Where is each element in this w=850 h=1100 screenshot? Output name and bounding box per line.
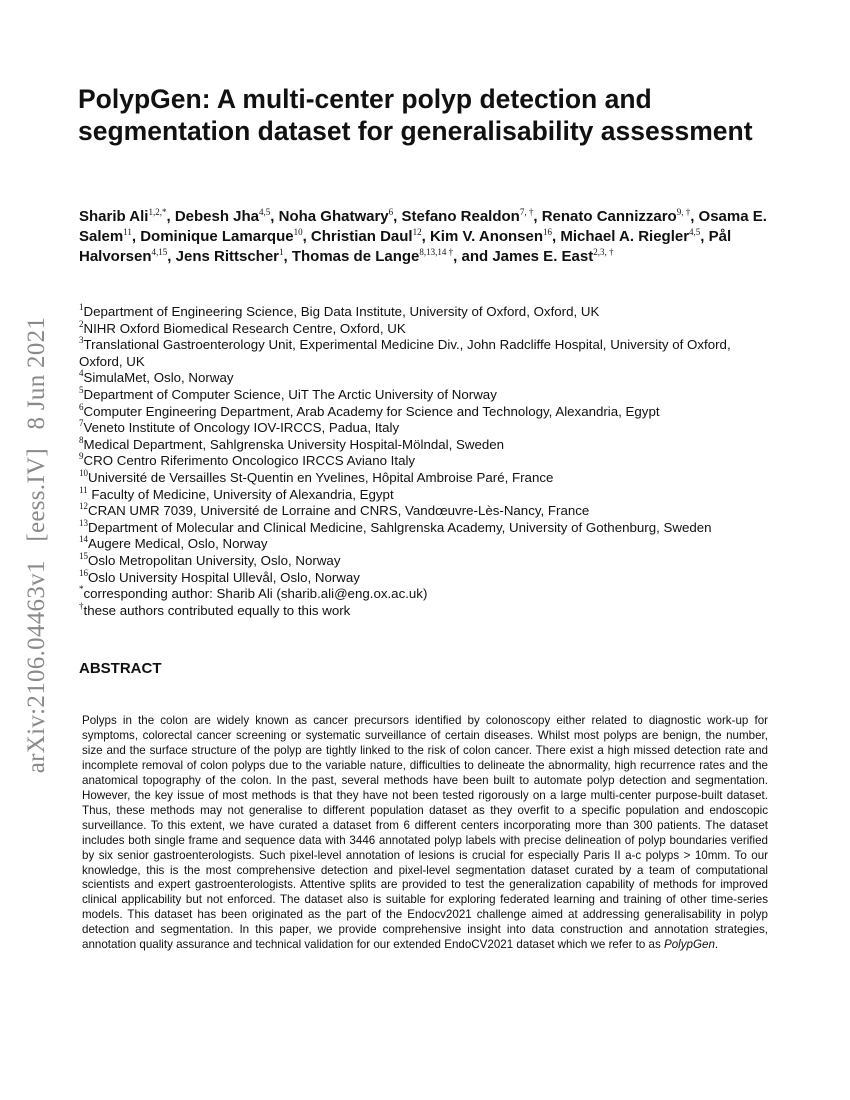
affiliation-text: Veneto Institute of Oncology IOV-IRCCS, Padua, Italy bbox=[83, 420, 400, 436]
author-affiliation-marks: 9, † bbox=[676, 207, 691, 217]
arxiv-category: [eess.IV] bbox=[23, 448, 50, 542]
abstract-body bbox=[82, 714, 768, 953]
author-name: Jens Rittscher bbox=[175, 248, 280, 265]
abstract-heading: ABSTRACT bbox=[79, 660, 162, 677]
affiliation-mark: 4 bbox=[79, 368, 84, 379]
author-separator: , bbox=[166, 208, 175, 225]
author-name: Sharib Ali bbox=[79, 208, 149, 225]
author-separator: , bbox=[167, 248, 176, 265]
affiliation-mark: 13 bbox=[79, 517, 88, 528]
affiliation-text: SimulaMet, Oslo, Norway bbox=[83, 370, 234, 386]
affiliation-mark: 1 bbox=[79, 302, 84, 312]
affiliation-item bbox=[79, 550, 769, 570]
affiliation-mark: 11 bbox=[79, 484, 88, 495]
author-name: Renato Cannizzaro bbox=[541, 208, 677, 225]
abstract-dataset-name: PolypGen bbox=[664, 938, 715, 952]
affiliation-mark: 2 bbox=[79, 318, 84, 329]
affiliation-text: Translational Gastroenterology Unit, Experimental Medicine Div., John Radcliffe Hospital, University of Oxford, Oxford, UK bbox=[79, 337, 731, 369]
affiliation-item bbox=[79, 586, 769, 603]
affiliation-mark: 6 bbox=[79, 401, 84, 412]
affiliation-text: Medical Department, Sahlgrenska University Hospital-Mölndal, Sweden bbox=[83, 436, 505, 452]
affiliation-mark: 5 bbox=[79, 384, 84, 395]
author-separator: , bbox=[533, 208, 542, 225]
author-separator: , bbox=[283, 248, 292, 265]
author-name: James E. East bbox=[492, 248, 594, 265]
author-separator: , bbox=[552, 228, 561, 245]
affiliation-text: these authors contributed equally to this work bbox=[83, 602, 351, 618]
author-separator: , bbox=[393, 208, 402, 225]
author-separator: , bbox=[270, 208, 279, 225]
author-name: Debesh Jha bbox=[174, 208, 260, 225]
affiliation-mark: 12 bbox=[79, 501, 88, 512]
author-list bbox=[79, 207, 779, 267]
affiliation-text: Oslo University Hospital Ullevål, Oslo, Norway bbox=[88, 569, 360, 585]
author-affiliation-marks: 2,3, † bbox=[593, 247, 614, 257]
author-name: Michael A. Riegler bbox=[560, 228, 690, 245]
author-separator: , bbox=[302, 228, 311, 245]
affiliation-text: Faculty of Medicine, University of Alexandria, Egypt bbox=[87, 486, 394, 502]
author-affiliation-marks: 7, † bbox=[519, 207, 534, 217]
affiliation-mark: 8 bbox=[79, 434, 84, 445]
author-name: Osama E. Salem bbox=[79, 208, 767, 245]
abstract-text-end: . bbox=[714, 938, 719, 952]
affiliation-text: Université de Versailles St-Quentin en Yvelines, Hôpital Ambroise Paré, France bbox=[88, 469, 554, 485]
affiliation-mark: 16 bbox=[79, 567, 88, 578]
author-affiliation-marks: 4,15 bbox=[151, 247, 168, 257]
affiliation-item bbox=[79, 401, 769, 421]
author-affiliation-marks: 4,5 bbox=[259, 207, 271, 217]
author-affiliation-marks: 16 bbox=[543, 227, 553, 237]
affiliation-list bbox=[79, 304, 769, 619]
author-affiliation-marks: 1,2,* bbox=[148, 207, 167, 217]
author-affiliation-marks: 6 bbox=[388, 207, 394, 217]
affiliation-text: Department of Computer Science, UiT The Arctic University of Norway bbox=[83, 386, 497, 402]
abstract-text: Polyps in the colon are widely known as cancer precursors identified by colonoscopy either related to diagnostic work-up for symptoms, colorectal cancer screening or systematic surveillance of certain diseases. Whilst most polyps are benign, the number, size and the surface structure of the polyp are tightly linked to the risk of colon cancer. There exist a high missed detection rate and incomplete removal of colon polyps due to the variable nature, difficulties to delineate the abnormality, high recurrence rates and the anatomical topography of the colon. In the past, several methods have been built to automate polyp detection and segmentation. However, the key issue of most methods is that they have not been tested rigorously on a large multi-center purpose-built dataset. Thus, these methods may not generalise to different population dataset as they overfit to a specific population and endoscopic surveillance. To this extent, we have curated a dataset from 6 different centers incorporating more than 300 patients. The dataset includes both single frame and sequence data with 3446 annotated polyp labels with precise delineation of polyp boundaries verified by six senior gastroenterologists. Such pixel-level annotation of lesions is crucial for especially Paris II a-c polyps > 10mm. To our knowledge, this is the most comprehensive detection and pixel-level segmentation dataset curated by a team of computational scientists and expert gastroenterologists. Attentive splits are provided to test the generalization capability of methods for improved clinical applicability but not enforced. The dataset also is suitable for exploring federated learning and training of other time-series models. This dataset has been originated as the part of the Endocv2021 challenge aimed at addressing generalisability in polyp detection and segmentation. In this paper, we provide comprehensive insight into data construction and annotation strategies, annotation quality assurance and technical validation for our extended EndoCV2021 dataset which we refer to as bbox=[82, 714, 768, 952]
author-affiliation-marks: 10 bbox=[293, 227, 303, 237]
affiliation-item bbox=[79, 467, 769, 487]
author-name: Thomas de Lange bbox=[291, 248, 420, 265]
affiliation-mark: 3 bbox=[79, 335, 84, 346]
author-name: Noha Ghatwary bbox=[278, 208, 389, 225]
arxiv-id: arXiv:2106.04463v1 bbox=[23, 560, 50, 774]
author-affiliation-marks: 4,5 bbox=[689, 227, 701, 237]
affiliation-item bbox=[79, 600, 769, 620]
affiliation-item bbox=[79, 370, 769, 387]
author-affiliation-marks: 1 bbox=[279, 247, 284, 257]
affiliation-item bbox=[79, 420, 769, 437]
author-affiliation-marks: 8,13,14 † bbox=[419, 247, 454, 257]
author-name: Kim V. Anonsen bbox=[429, 228, 544, 245]
affiliation-text: Department of Molecular and Clinical Medicine, Sahlgrenska Academy, University of Gothenburg, Sweden bbox=[88, 519, 712, 535]
affiliation-item bbox=[79, 567, 769, 587]
affiliation-item bbox=[79, 536, 769, 553]
affiliation-text: CRO Centro Riferimento Oncologico IRCCS Aviano Italy bbox=[83, 453, 416, 469]
author-name: Stefano Realdon bbox=[401, 208, 520, 225]
affiliation-text: corresponding author: Sharib Ali (sharib.ali@eng.ox.ac.uk) bbox=[83, 586, 428, 602]
paper-title: PolypGen: A multi-center polyp detection and segmentation dataset for generalisability assessment bbox=[78, 84, 753, 146]
author-name: Dominique Lamarque bbox=[140, 228, 294, 245]
arxiv-date: 8 Jun 2021 bbox=[23, 316, 50, 430]
author-separator: , bbox=[690, 208, 699, 225]
affiliation-item bbox=[79, 318, 769, 338]
affiliation-item bbox=[79, 337, 769, 370]
affiliation-mark: * bbox=[79, 584, 84, 595]
author-affiliation-marks: 12 bbox=[412, 227, 422, 237]
author-separator: , bbox=[421, 228, 430, 245]
affiliation-item bbox=[79, 484, 769, 504]
affiliation-item bbox=[79, 503, 769, 520]
author-affiliation-marks: 11 bbox=[123, 227, 132, 237]
affiliation-item bbox=[79, 304, 769, 321]
affiliation-mark: 9 bbox=[79, 451, 84, 462]
author-separator: , and bbox=[453, 248, 493, 265]
author-separator: , bbox=[131, 228, 141, 245]
affiliation-mark: 14 bbox=[79, 534, 88, 545]
affiliation-mark: 10 bbox=[79, 467, 88, 478]
author-name: Christian Daul bbox=[310, 228, 413, 245]
affiliation-text: Augere Medical, Oslo, Norway bbox=[88, 536, 268, 552]
author-name: Pål Halvorsen bbox=[79, 228, 732, 265]
arxiv-identifier-stamp bbox=[23, 311, 51, 780]
affiliation-mark: 15 bbox=[79, 550, 88, 561]
affiliation-text: Oslo Metropolitan University, Oslo, Norway bbox=[88, 552, 341, 568]
affiliation-text: CRAN UMR 7039, Université de Lorraine and CNRS, Vandœuvre-Lès-Nancy, France bbox=[88, 503, 590, 519]
affiliation-mark: 7 bbox=[79, 418, 84, 429]
affiliation-mark: † bbox=[79, 600, 84, 611]
affiliation-text: NIHR Oxford Biomedical Research Centre, Oxford, UK bbox=[83, 320, 406, 336]
affiliation-item bbox=[79, 434, 769, 454]
affiliation-item bbox=[79, 517, 769, 537]
affiliation-text: Computer Engineering Department, Arab Academy for Science and Technology, Alexandria, Egypt bbox=[83, 403, 660, 419]
affiliation-item bbox=[79, 384, 769, 404]
author-separator: , bbox=[700, 228, 709, 245]
affiliation-text: Department of Engineering Science, Big Data Institute, University of Oxford, Oxford, UK bbox=[83, 304, 600, 319]
affiliation-item bbox=[79, 453, 769, 470]
